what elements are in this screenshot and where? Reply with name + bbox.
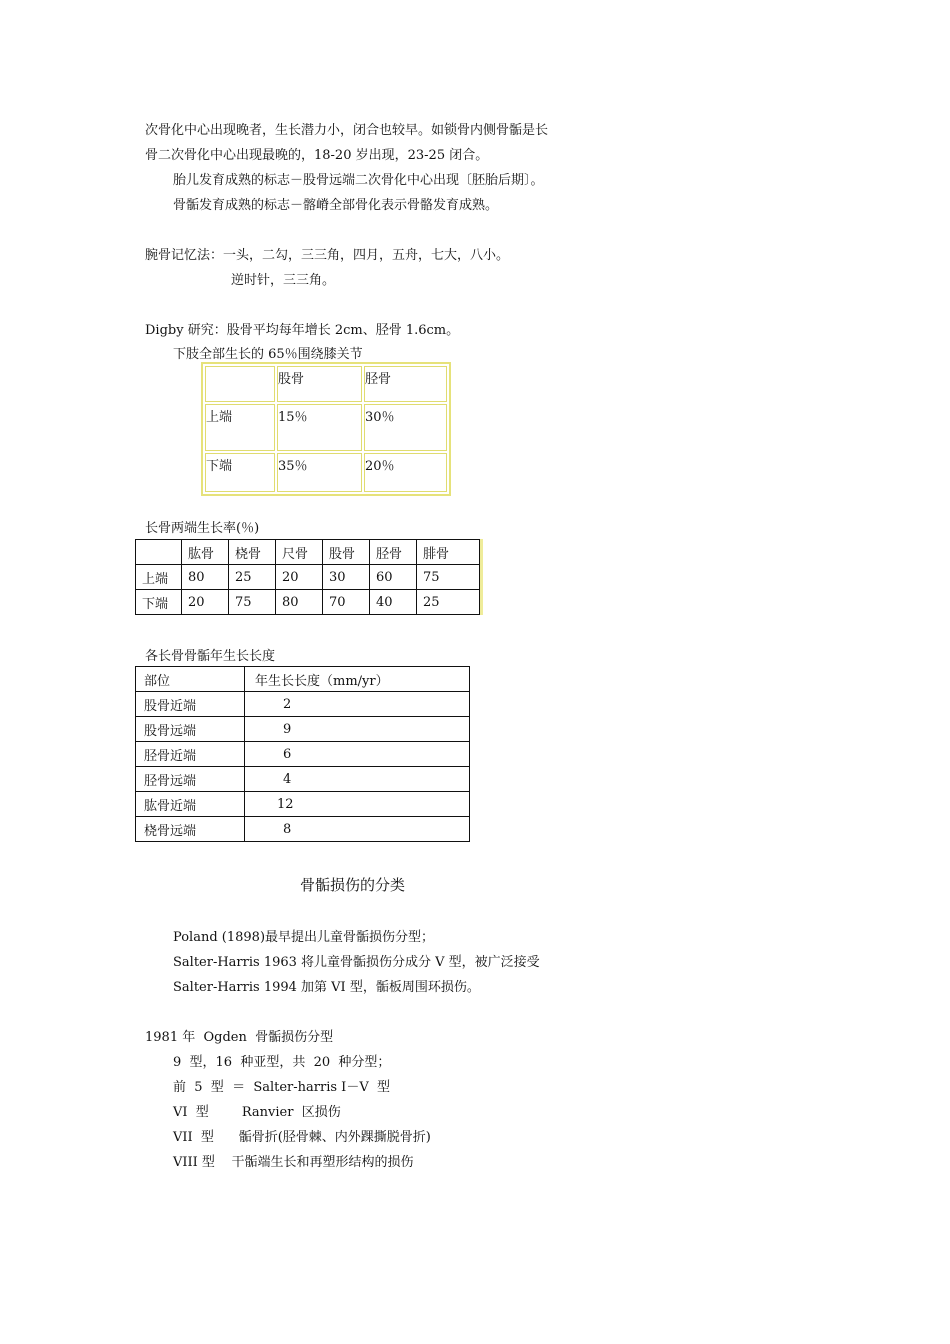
- table-cell: 股骨: [323, 540, 370, 565]
- table-cell: 年生长长度（mm/yr）: [245, 667, 470, 692]
- table-cell: 上端: [136, 565, 182, 590]
- paragraph-line: 前 5 型 ＝ Salter-harris I－V 型: [173, 1080, 390, 1095]
- table-cell: 桡骨远端: [136, 817, 245, 842]
- table-row: [136, 767, 470, 792]
- table-caption: 各长骨骨骺年生长长度: [145, 649, 276, 664]
- table-cell: 30: [323, 565, 370, 590]
- paragraph-line: Salter-Harris 1994 加第 VI 型，骺板周围环损伤。: [173, 980, 480, 995]
- table-row: [136, 540, 480, 565]
- table-cell: 20: [276, 565, 323, 590]
- table-cell: [205, 366, 275, 402]
- table-row: [205, 453, 447, 492]
- table-cell: 桡骨: [229, 540, 276, 565]
- table-cell: 35％: [277, 453, 362, 492]
- paragraph-line: VI 型 Ranvier 区损伤: [173, 1105, 341, 1120]
- table-cell: 20: [182, 590, 229, 615]
- paragraph-line: 1981 年 Ogden 骨骺损伤分型: [145, 1030, 334, 1045]
- paragraph-line: 逆时针，三三角。: [231, 273, 336, 288]
- table-cell: 20％: [364, 453, 447, 492]
- section-heading: 骨骺损伤的分类: [300, 876, 406, 894]
- table-row: [205, 366, 447, 402]
- table-cell: 25: [229, 565, 276, 590]
- table-cell: 胫骨近端: [136, 742, 245, 767]
- table-cell: 40: [370, 590, 417, 615]
- table-cell: 下端: [205, 453, 275, 492]
- table-cell: 股骨近端: [136, 692, 245, 717]
- table-row: [136, 565, 480, 590]
- table-row: [136, 692, 470, 717]
- table-row: [136, 590, 480, 615]
- table-cell: 股骨: [277, 366, 362, 402]
- table-cell: 6: [245, 742, 470, 767]
- table-cell: 75: [417, 565, 480, 590]
- paragraph-line: Poland (1898)最早提出儿童骨骺损伤分型；: [173, 930, 435, 945]
- table-caption: 长骨两端生长率(％): [145, 521, 260, 536]
- table-cell: 25: [417, 590, 480, 615]
- table-row: [136, 742, 470, 767]
- table-cell: 腓骨: [417, 540, 480, 565]
- table-row: [136, 792, 470, 817]
- table-cell: 尺骨: [276, 540, 323, 565]
- table-cell: 部位: [136, 667, 245, 692]
- table-cell: 肱骨近端: [136, 792, 245, 817]
- paragraph-line: Digby 研究：股骨平均每年增长 2cm、胫骨 1.6cm。: [145, 323, 460, 338]
- table-cell: 股骨远端: [136, 717, 245, 742]
- table-row: [136, 817, 470, 842]
- knee-growth-table: [201, 362, 451, 496]
- table-cell: 2: [245, 692, 470, 717]
- table-cell: 8: [245, 817, 470, 842]
- table-cell: 上端: [205, 404, 275, 451]
- table-cell: [136, 540, 182, 565]
- paragraph-line: VII 型 骺骨折(胫骨棘、内外踝撕脱骨折): [173, 1130, 431, 1145]
- table-cell: 15％: [277, 404, 362, 451]
- paragraph-line: Salter-Harris 1963 将儿童骨骺损伤分成分 V 型，被广泛接受: [173, 955, 540, 970]
- table-cell: 30％: [364, 404, 447, 451]
- paragraph-line: 骨骺发育成熟的标志－髂嵴全部骨化表示骨骼发育成熟。: [173, 198, 499, 213]
- table-cell: 胫骨: [370, 540, 417, 565]
- paragraph-line: 腕骨记忆法：一头，二勾，三三角，四月，五舟，七大，八小。: [145, 248, 510, 263]
- paragraph-line: 次骨化中心出现晚者，生长潜力小，闭合也较早。如锁骨内侧骨骺是长: [145, 123, 549, 138]
- table-cell: 4: [245, 767, 470, 792]
- table-cell: 80: [276, 590, 323, 615]
- table-cell: 下端: [136, 590, 182, 615]
- table-row: [205, 404, 447, 451]
- paragraph-line: 胎儿发育成熟的标志－股骨远端二次骨化中心出现〔胚胎后期〕。: [173, 173, 544, 188]
- annual-growth-table: [135, 666, 470, 842]
- table-cell: 9: [245, 717, 470, 742]
- table-cell: 胫骨: [364, 366, 447, 402]
- table-cell: 12: [245, 792, 470, 817]
- paragraph-line: VIII 型 干骺端生长和再塑形结构的损伤: [173, 1155, 414, 1170]
- table-row: [136, 717, 470, 742]
- table-row: [136, 667, 470, 692]
- paragraph-line: 9 型，16 种亚型，共 20 种分型；: [173, 1055, 391, 1070]
- growth-rate-table: [135, 539, 480, 615]
- paragraph-line: 下肢全部生长的 65％围绕膝关节: [173, 347, 363, 362]
- table-cell: 60: [370, 565, 417, 590]
- table-cell: 胫骨远端: [136, 767, 245, 792]
- table-cell: 80: [182, 565, 229, 590]
- table-cell: 75: [229, 590, 276, 615]
- table-cell: 肱骨: [182, 540, 229, 565]
- table-cell: 70: [323, 590, 370, 615]
- paragraph-line: 骨二次骨化中心出现最晚的，18-20 岁出现，23-25 闭合。: [145, 148, 489, 163]
